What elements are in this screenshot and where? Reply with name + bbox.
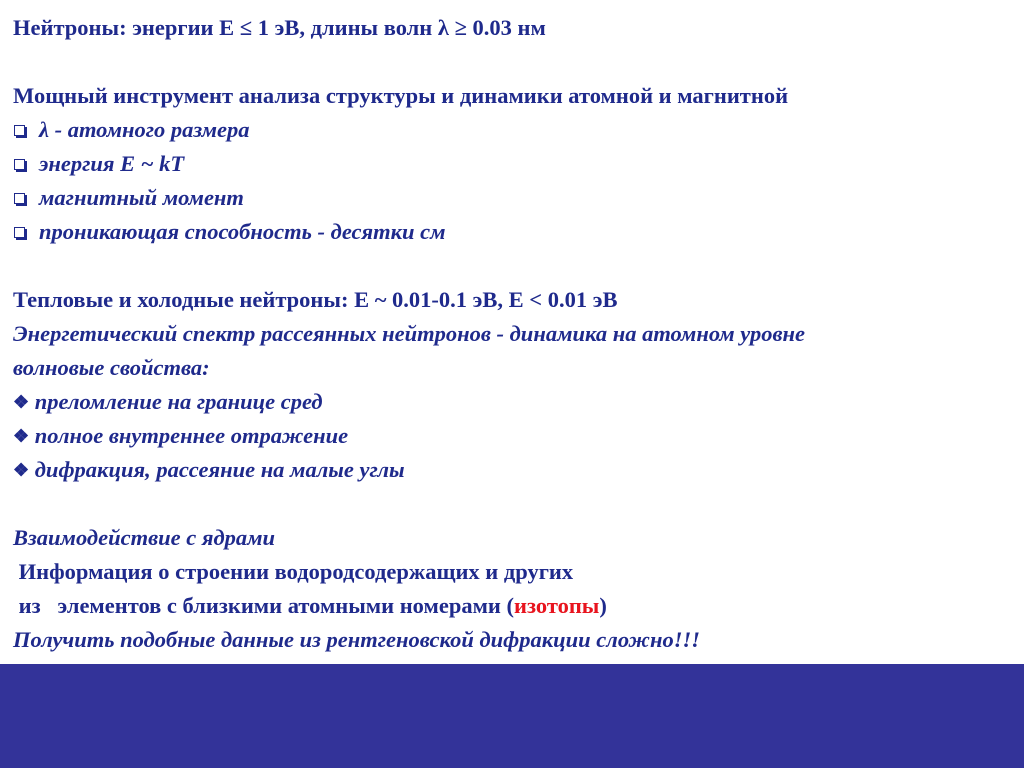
wave-property-text: преломление на границе сред: [34, 389, 323, 414]
isotopes-highlight: изотопы: [514, 593, 600, 618]
wave-property-text: полное внутреннее отражение: [34, 423, 349, 448]
wave-property-item: [13, 388, 323, 416]
wave-property-text: дифракция, рассеяние на малые углы: [34, 457, 405, 482]
wave-property-item: [13, 456, 405, 484]
square-bullet-icon: [13, 184, 39, 212]
elements-line: [13, 592, 607, 620]
property-text: проникающая способность - десятки см: [39, 219, 446, 244]
wave-property-item: [13, 422, 348, 450]
thermal-line: Тепловые и холодные нейтроны: E ~ 0.01-0.1 эВ, E < 0.01 эВ: [13, 287, 618, 312]
elements-line-start: из элементов с близкими атомными номерами (: [13, 593, 514, 618]
footer-band: [0, 664, 1024, 768]
conclusion-line: Получить подобные данные из рентгеновской дифракции сложно!!!: [13, 627, 700, 652]
elements-line-end: ): [599, 593, 607, 618]
property-item: [13, 116, 250, 144]
square-bullet-icon: [13, 116, 39, 144]
property-item: [13, 184, 244, 212]
wave-heading: волновые свойства:: [13, 355, 210, 380]
square-bullet-icon: [13, 218, 39, 246]
diamond-bullet-icon: ❖: [13, 426, 30, 446]
spectrum-line: Энергетический спектр рассеянных нейтронов - динамика на атомном уровне: [13, 321, 805, 346]
property-item: [13, 218, 446, 246]
title-line: Нейтроны: энергии Е ≤ 1 эВ, длины волн λ ≥ 0.03 нм: [13, 15, 546, 40]
info-line: Информация о строении водородсодержащих и других: [13, 559, 574, 584]
diamond-bullet-icon: ❖: [13, 460, 30, 480]
nuclei-heading: Взаимодействие с ядрами: [13, 525, 276, 550]
property-text: λ - атомного размера: [39, 117, 250, 142]
tool-heading: Мощный инструмент анализа структуры и динамики атомной и магнитной: [13, 83, 789, 108]
property-text: энергия Е ~ kT: [39, 151, 185, 176]
property-item: [13, 150, 184, 178]
square-bullet-icon: [13, 150, 39, 178]
diamond-bullet-icon: ❖: [13, 392, 30, 412]
property-text: магнитный момент: [39, 185, 244, 210]
